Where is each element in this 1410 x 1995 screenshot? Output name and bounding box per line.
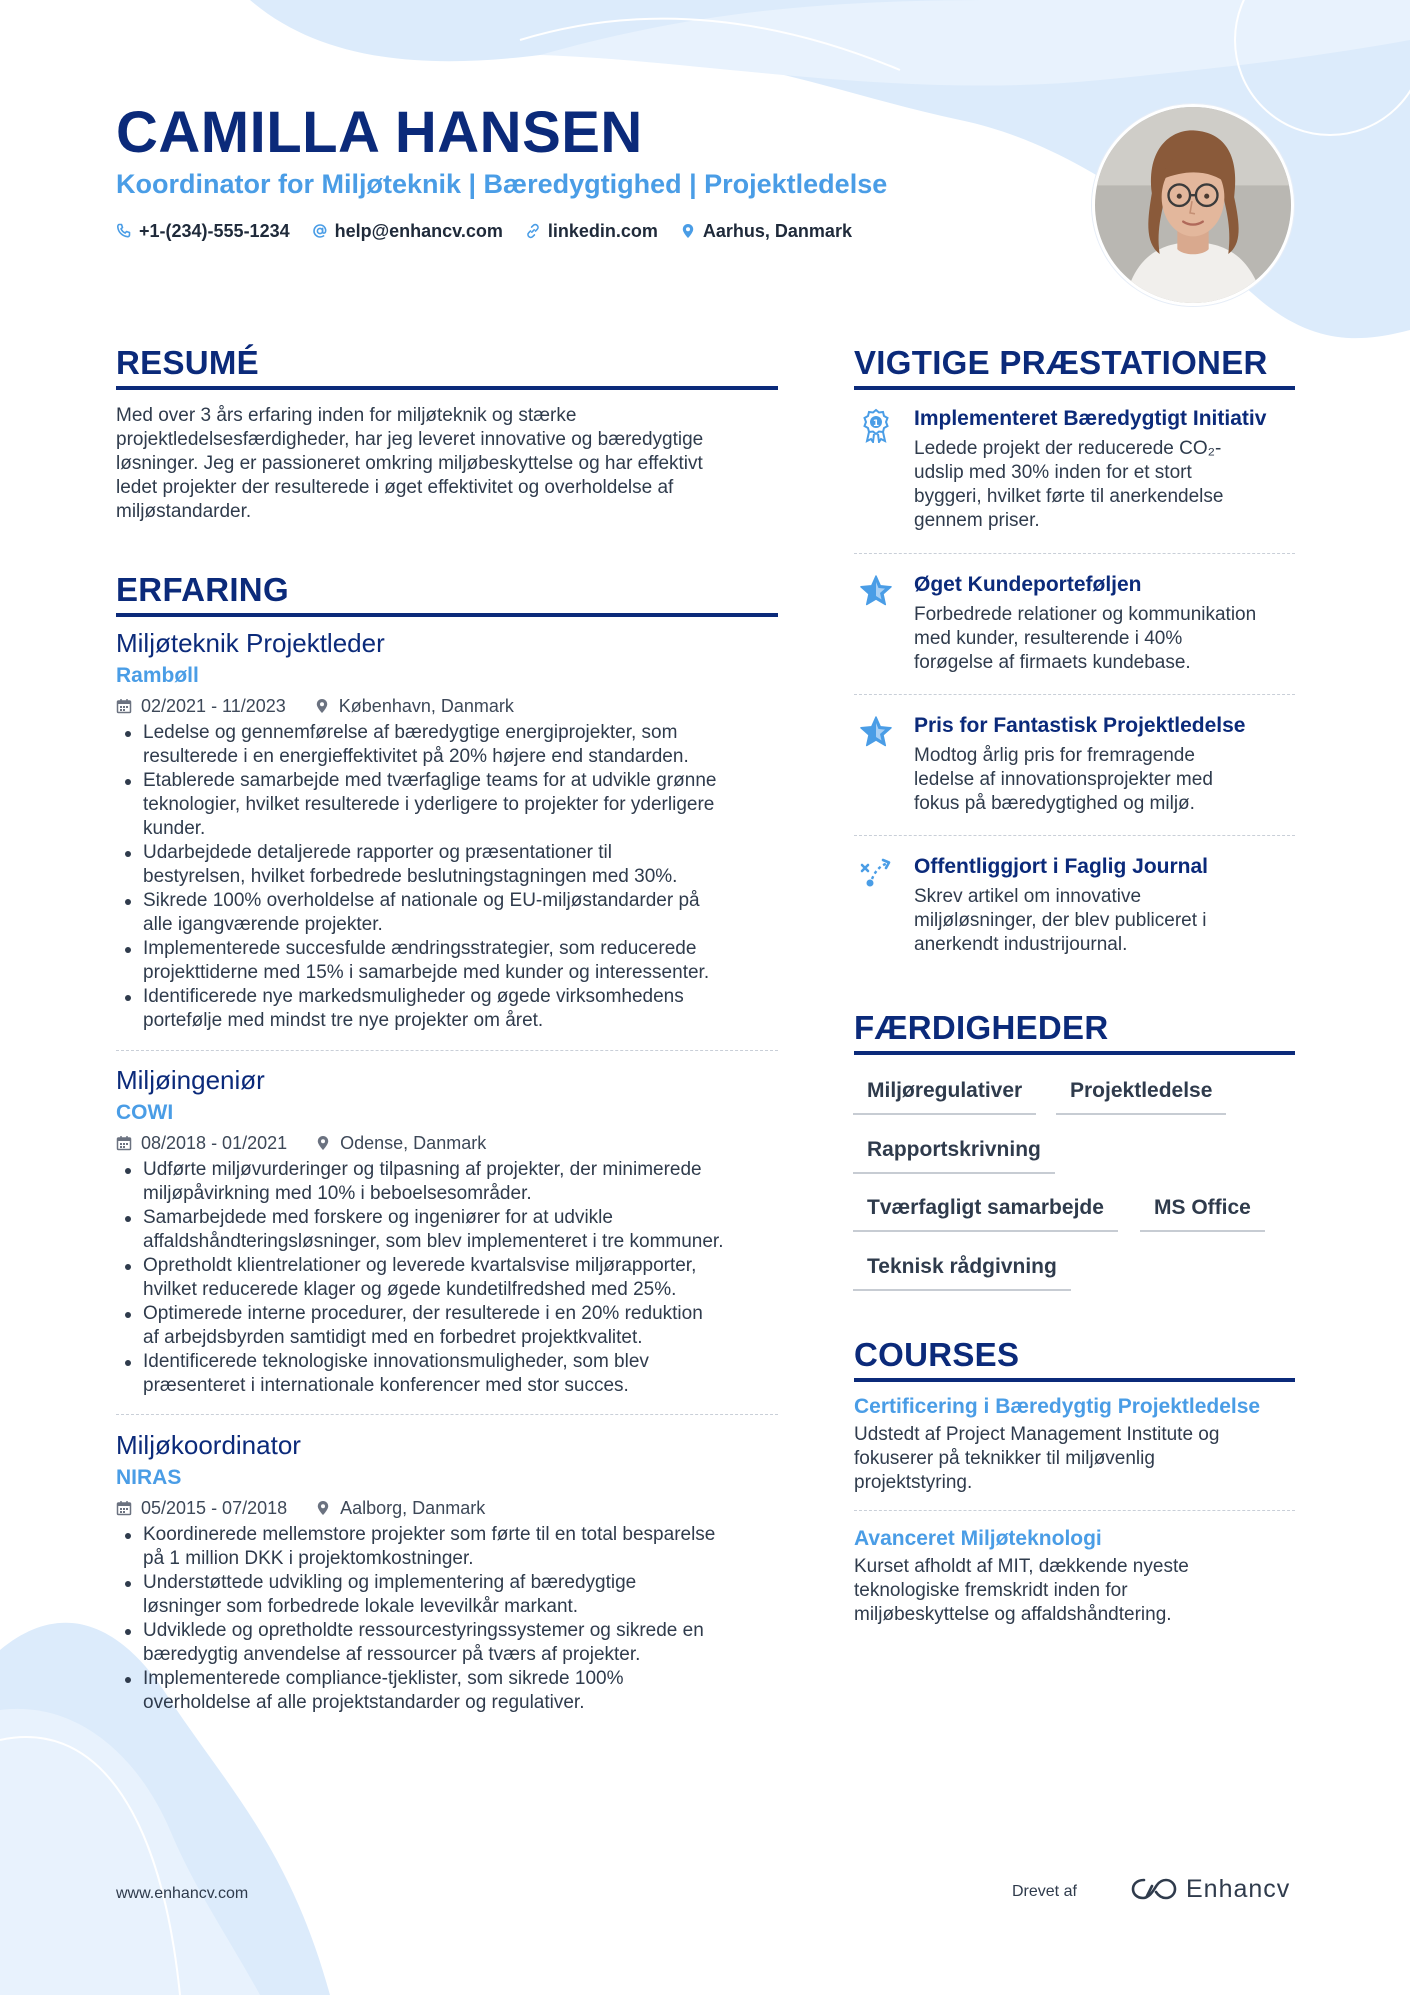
achievement-description: Modtog årlig pris for fremragende ledelse af innovationsprojekter med fokus på bæredygtighed og miljø. [914,745,1213,814]
achievement-title: Offentliggjort i Faglig Journal [914,855,1208,878]
achievements-heading: VIGTIGE PRÆSTATIONER [854,344,1268,381]
bullet-item: Opretholdt klientrelationer og leverede kvartalsvise miljørapporter, hvilket reducerede klager og øgede kundetilfredshed med 25%. [116,1254,778,1302]
divider [854,553,1295,554]
course-description: Udstedt af Project Management Institute og fokuserer på teknikker til miljøvenlig projektstyring. [854,1424,1220,1493]
job-dates-text: 05/2015 - 07/2018 [141,1498,288,1518]
award-ribbon-icon [858,407,894,443]
star-icon [858,573,894,609]
divider [116,1050,778,1051]
enhancv-logo[interactable] [1130,1874,1290,1904]
link-icon [525,223,541,239]
skill-tag: Teknisk rådgivning [853,1253,1071,1291]
skill-tag: Projektledelse [1056,1077,1226,1115]
achievements-section-header [854,343,1295,390]
strategy-arrow-icon [858,855,894,891]
bullet-item: Implementerede succesfulde ændringsstrategier, som reducerede projekttiderne med 15% i samarbejde med kunder og interessenter. [116,937,778,985]
achievement-title: Implementeret Bæredygtigt Initiativ [914,407,1267,430]
experience-item [116,1428,778,1715]
bullet-item: Sikrede 100% overholdelse af nationale og EU-miljøstandarder på alle igangværende projekter. [116,889,778,937]
course-title: Certificering i Bæredygtig Projektledelse [854,1395,1261,1418]
summary-line: Med over 3 års erfaring inden for miljøteknik og stærke [116,405,577,426]
job-company: COWI [116,1101,174,1124]
skills-section-header [854,1008,1295,1055]
job-bullets [116,721,778,1033]
bullet-item: Koordinerede mellemstore projekter som førte til en total besparelse på 1 million DKK i projektomkostninger. [116,1523,778,1571]
job-dates [116,1496,287,1520]
experience-item [116,626,778,1033]
bullet-item: Etablerede samarbejde med tværfaglige teams for at udvikle grønne teknologier, hvilket resulterede i yderligere to projekter for yderligere kunder. [116,769,778,841]
skill-tag: Rapportskrivning [853,1136,1055,1174]
skill-tag: MS Office [1140,1194,1265,1232]
job-dates [116,694,286,718]
achievement-item [854,571,1295,675]
bullet-item: Understøttede udvikling og implementering af bæredygtige løsninger som forbedrede lokale levevilkår markant. [116,1571,778,1619]
summary-heading: RESUMÉ [116,344,259,381]
divider [116,1414,778,1415]
location-pin-icon [315,1500,331,1516]
calendar-icon [116,1135,132,1151]
course-title: Avanceret Miljøteknologi [854,1527,1102,1550]
bullet-item: Udviklede og opretholdte ressourcestyringssystemer og sikrede en bæredygtig anvendelse af ressourcer på tværs af projekter. [116,1619,778,1667]
courses-heading: COURSES [854,1336,1020,1373]
linkedin-text: linkedin.com [547,221,658,241]
svg-text:1: 1 [872,419,880,429]
candidate-name: CAMILLA HANSEN [116,100,643,165]
enhancv-logo-icon [1130,1875,1178,1903]
summary-line: miljøstandarder. [116,501,252,522]
job-meta [116,1496,778,1520]
job-title: Miljøkoordinator [116,1430,301,1460]
calendar-icon [116,1500,132,1516]
bullet-item: Identificerede teknologiske innovationsmuligheder, som blev præsenteret i internationale konferencer med stor succes. [116,1350,778,1398]
divider [854,1510,1295,1511]
footer-website-link[interactable]: www.enhancv.com [116,1885,249,1902]
section-rule [116,613,778,617]
job-company: NIRAS [116,1466,182,1489]
skills-heading: FÆRDIGHEDER [854,1009,1109,1046]
job-bullets [116,1158,778,1398]
candidate-title: Koordinator for Miljøteknik | Bæredygtighed | Projektledelse [116,169,888,199]
job-dates [116,1131,287,1155]
job-company: Rambøll [116,664,199,687]
email-text: help@enhancv.com [334,221,503,241]
job-location [314,694,514,718]
achievement-title: Øget Kundeporteføljen [914,573,1142,596]
achievement-title: Pris for Fantastisk Projektledelse [914,714,1246,737]
star-icon [858,714,894,750]
bullet-item: Ledelse og gennemførelse af bæredygtige energiprojekter, som resulterede i en energieffektivitet på 20% højere end standarden. [116,721,778,769]
contact-location [680,218,852,244]
enhancv-logo-text: Enhancv [1186,1875,1291,1903]
job-location-text: Aalborg, Danmark [340,1498,486,1518]
location-text: Aarhus, Danmark [702,221,852,241]
achievement-item [854,853,1295,957]
course-item [854,1393,1295,1495]
phone-text: +1-(234)-555-1234 [139,221,290,241]
location-pin-icon [680,223,696,239]
location-pin-icon [314,698,330,714]
summary-line: ledet projekter der resulterede i øget effektivitet og overholdelse af [116,477,674,498]
course-item [854,1525,1295,1627]
summary-text [116,404,778,524]
experience-item [116,1063,778,1398]
bullet-item: Identificerede nye markedsmuligheder og øgede virksomhedens portefølje med mindst tre nye projekter om året. [116,985,778,1033]
calendar-icon [116,698,132,714]
contact-email[interactable] [312,218,503,244]
job-location-text: København, Danmark [338,696,514,716]
section-rule [854,1051,1295,1055]
job-meta [116,1131,778,1155]
job-bullets [116,1523,778,1715]
achievement-item [854,712,1295,816]
job-dates-text: 02/2021 - 11/2023 [141,696,286,716]
job-dates-text: 08/2018 - 01/2021 [141,1133,288,1153]
location-pin-icon [315,1135,331,1151]
bullet-item: Optimerede interne procedurer, der resulterede i en 20% reduktion af arbejdsbyrden samtidigt med en forbedret projektkvalitet. [116,1302,778,1350]
bullet-item: Udarbejdede detaljerede rapporter og præsentationer til bestyrelsen, hvilket forbedrede beslutningstagningen med 30%. [116,841,778,889]
job-title: Miljøteknik Projektleder [116,628,385,658]
section-rule [854,1378,1295,1382]
achievement-description: Skrev artikel om innovative miljøløsninger, der blev publiceret i anerkendt industrijournal. [914,886,1207,955]
experience-heading: ERFARING [116,571,289,608]
achievement-description: Ledede projekt der reducerede CO₂- udslip med 30% inden for et stort byggeri, hvilket førte til anerkendelse gennem priser. [914,438,1224,531]
footer-powered-by: Drevet af [1012,1883,1077,1900]
profile-photo [1092,104,1294,306]
courses-section-header [854,1335,1295,1382]
job-location-text: Odense, Danmark [340,1133,487,1153]
bullet-item: Implementerede compliance-tjeklister, som sikrede 100% overholdelse af alle projektstandarder og regulativer. [116,1667,778,1715]
course-description: Kurset afholdt af MIT, dækkende nyeste teknologiske fremskridt inden for miljøbeskyttelse og affaldshåndtering. [854,1556,1189,1625]
section-rule [854,386,1295,390]
bullet-item: Samarbejdede med forskere og ingeniører for at udvikle affaldshåndteringsløsninger, som blev implementeret i tre kommuner. [116,1206,778,1254]
skill-tag: Tværfagligt samarbejde [853,1194,1118,1232]
phone-icon [116,223,132,239]
achievement-item [854,405,1295,533]
job-location [315,1496,485,1520]
divider [854,835,1295,836]
job-title: Miljøingeniør [116,1065,265,1095]
contact-phone[interactable] [116,218,290,244]
skill-tag: Miljøregulativer [853,1077,1036,1115]
job-meta [116,694,778,718]
summary-line: projektledelsesfærdigheder, har jeg leveret innovative og bæredygtige [116,429,704,450]
section-rule [116,386,778,390]
bullet-item: Udførte miljøvurderinger og tilpasning af projekter, der minimerede miljøpåvirkning med 10% i beboelsesområder. [116,1158,778,1206]
experience-section-header [116,570,778,617]
at-icon [312,223,328,239]
contact-row [116,218,874,244]
summary-line: løsninger. Jeg er passioneret omkring miljøbeskyttelse og har effektivt [116,453,703,474]
contact-linkedin[interactable] [525,218,658,244]
summary-section-header [116,343,778,390]
divider [854,694,1295,695]
achievement-description: Forbedrede relationer og kommunikation med kunder, resulterende i 40% forøgelse af firmaets kundebase. [914,604,1257,673]
job-location [315,1131,486,1155]
